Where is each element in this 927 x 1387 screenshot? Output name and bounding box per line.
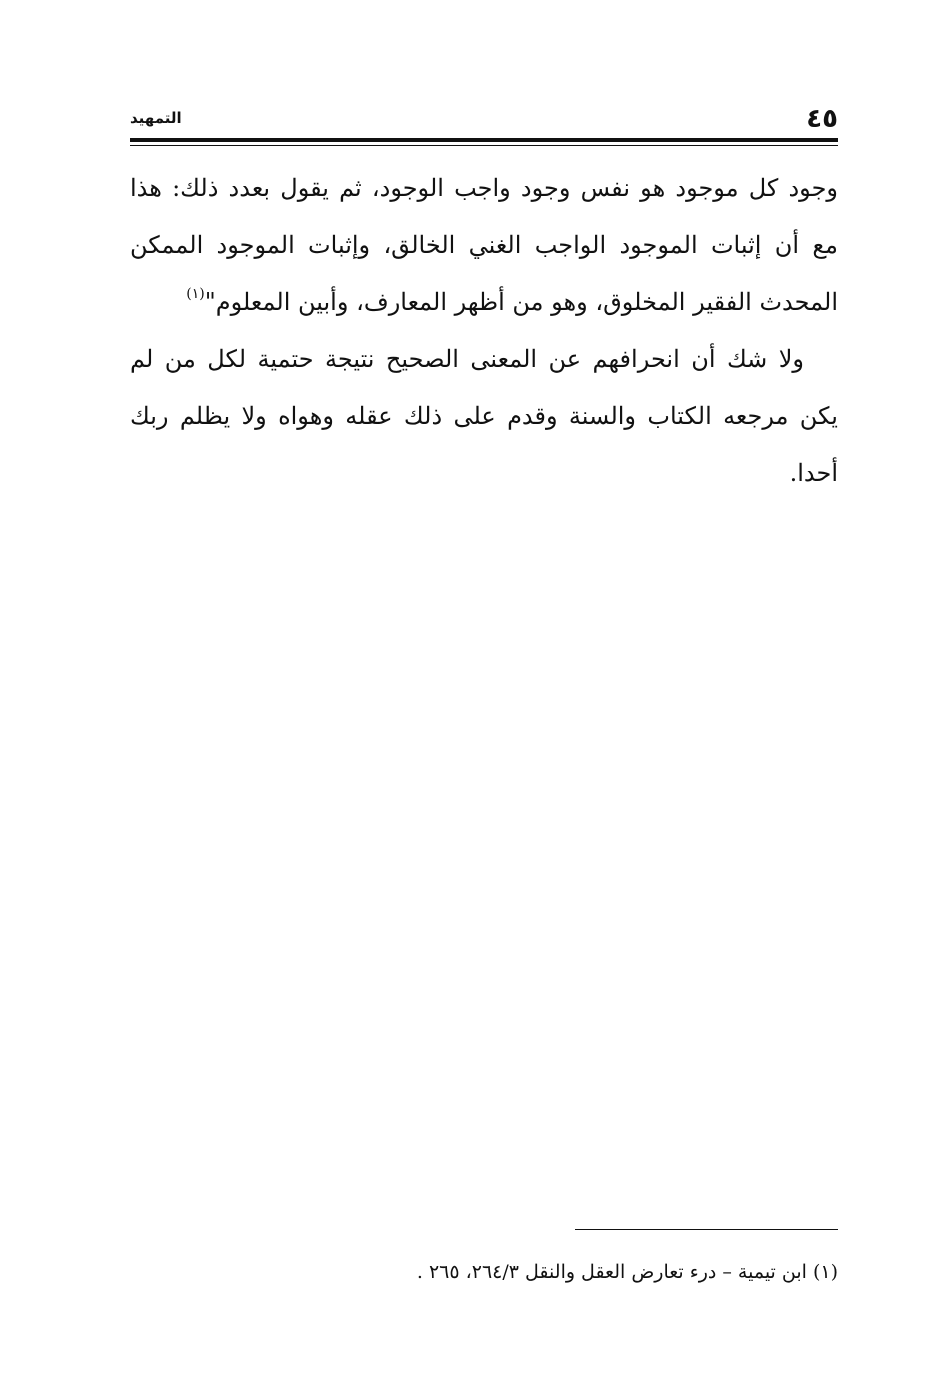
chapter-title-text: التمهيد [130, 109, 182, 127]
footnote-text: (١) ابن تيمية – درء تعارض العقل والنقل ٢٦٤/٣، ٢٦٥ . [416, 1261, 838, 1283]
paragraph [130, 160, 838, 331]
footnote-reference: (١) [186, 286, 205, 302]
paragraph [130, 331, 838, 502]
running-head [130, 104, 838, 140]
footnote [130, 1255, 838, 1289]
paragraph-text: وجود كل موجود هو نفس وجود واجب الوجود، ثم يقول بعدد ذلك: هذا مع أن إثبات الموجود الواجب الغني الخالق، وإثبات الموجود الممكن المحدث الفقير المخلوق، وهو من أظهر المعارف، وأبين المعلوم" [130, 174, 838, 316]
header-rule-thick [130, 138, 838, 142]
chapter-title [130, 108, 182, 128]
main-text [130, 160, 838, 502]
paragraph-text: ولا شك أن انحرافهم عن المعنى الصحيح نتيجة حتمية لكل من لم يكن مرجعه الكتاب والسنة وقدم على ذلك عقله وهواه ولا يظلم ربك أحدا. [130, 345, 838, 487]
footnote-separator [575, 1229, 838, 1230]
header-rule-thin [130, 145, 838, 146]
page-number: ٤٥ [806, 104, 838, 134]
